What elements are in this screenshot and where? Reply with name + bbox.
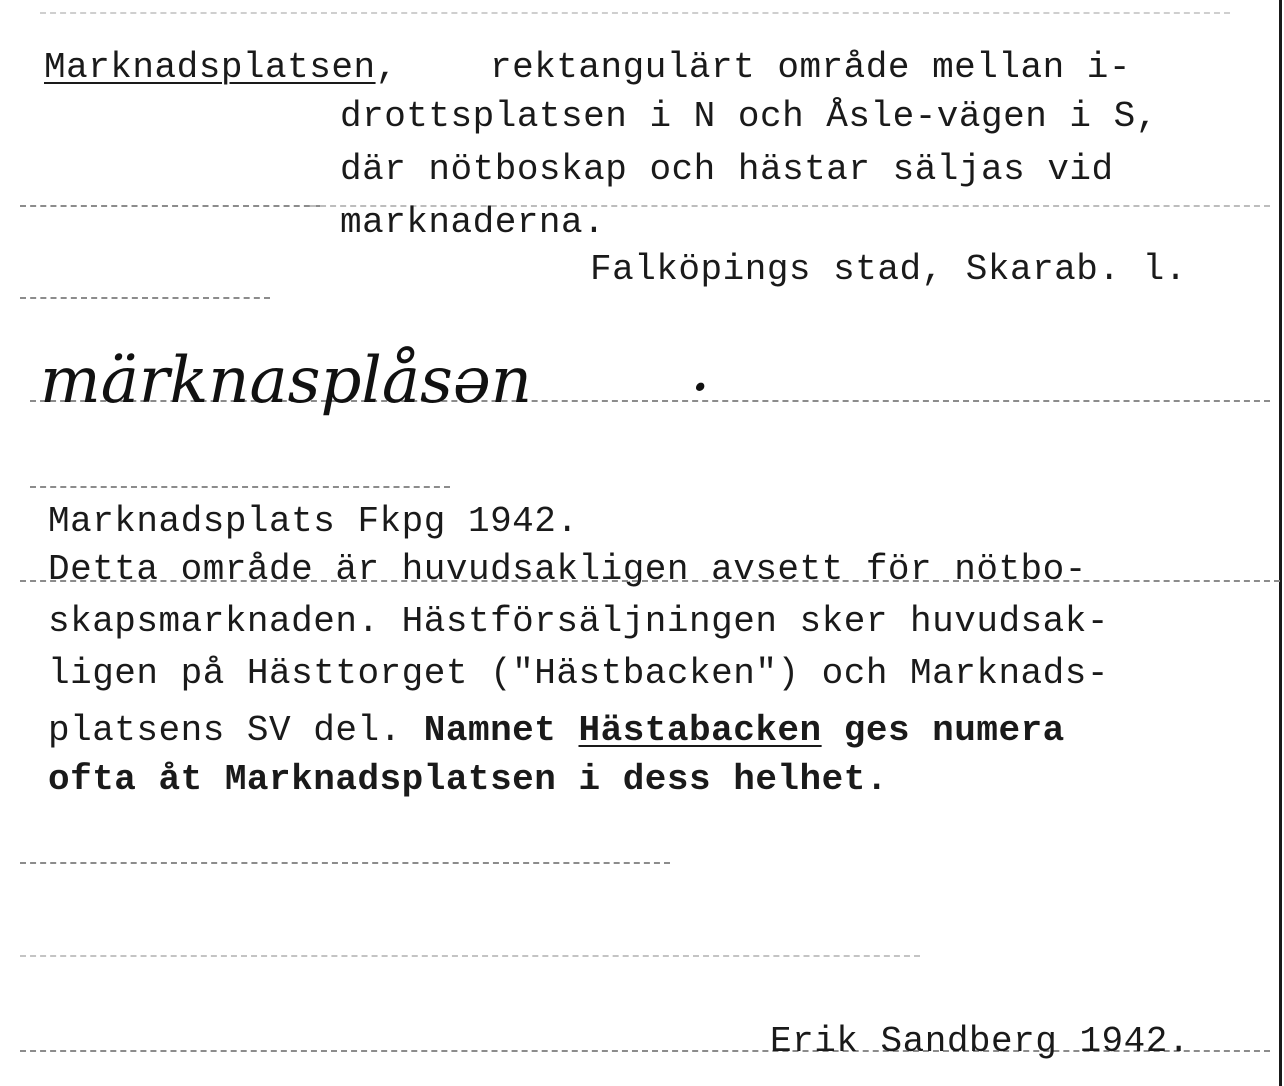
entry-location: Falköpings stad, Skarab. l. <box>590 249 1187 290</box>
ruled-line <box>20 205 320 207</box>
note-line-5: ofta åt Marknadsplatsen i dess helhet. <box>48 759 888 800</box>
entry-headword: Marknadsplatsen <box>44 47 376 88</box>
pronunciation-dot: . <box>690 332 711 406</box>
note-line-2: skapsmarknaden. Hästförsäljningen sker huvudsak- <box>48 601 1109 642</box>
entry-definition-line-3: där nötboskap och hästar säljas vid <box>340 149 1114 190</box>
note-line-4-end: ges numera <box>821 710 1065 751</box>
note-line-1: Detta område är huvudsakligen avsett för nötbo- <box>48 549 1087 590</box>
entry-comma: , <box>375 47 398 88</box>
ruled-line <box>30 486 450 488</box>
ruled-line <box>20 297 270 299</box>
entry-line-1 <box>44 48 398 88</box>
ruled-line <box>20 955 920 957</box>
handwritten-pronunciation <box>30 320 730 440</box>
entry-definition-line-2: drottsplatsen i N och Åsle-vägen i S, <box>340 96 1158 137</box>
note-line-3: ligen på Hästtorget ("Hästbacken") och Marknads- <box>48 653 1109 694</box>
note-heading: Marknadsplats Fkpg 1942. <box>48 501 579 542</box>
card-edge <box>1279 0 1282 1086</box>
note-line-4-start: platsens SV del. <box>48 710 424 751</box>
ruled-line <box>40 12 1230 14</box>
entry-definition-line-1: rektangulärt område mellan i- <box>490 47 1132 88</box>
note-placename-underlined: Hästabacken <box>578 710 822 751</box>
note-line-4-namnet: Namnet <box>423 710 579 751</box>
ruled-line <box>20 862 670 864</box>
signature: Erik Sandberg 1942. <box>770 1021 1190 1062</box>
entry-definition-line-4: marknaderna. <box>340 202 606 243</box>
pronunciation-text: märknasplåsən <box>40 344 532 418</box>
note-line-4 <box>48 711 1065 751</box>
